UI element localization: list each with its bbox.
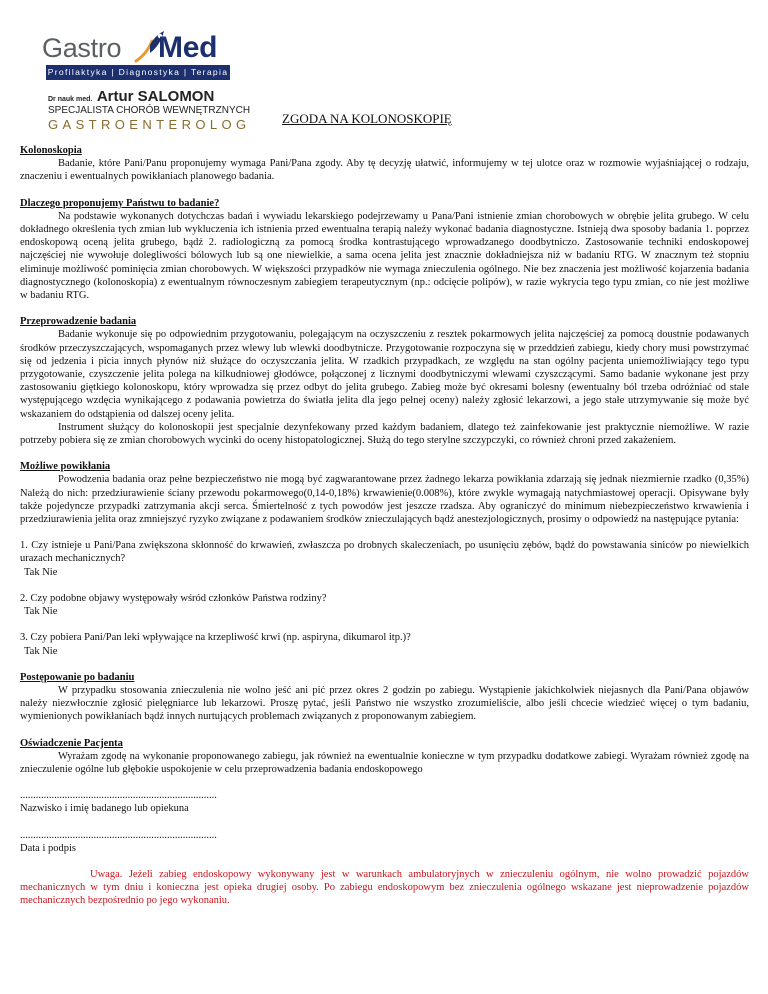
section-text-przeprowadzenie-2: Instrument służący do kolonoskopii jest specjalnie dezynfekowany przed każdym badaniem, dlatego też zainfekowanie jest praktycznie niemożliwe. W razie potrzeby pobiera się ze zmian chorobowych wycinki do oceny histopatologicznej. Służą do tego sterylne szczypczyki, co również chroni przed zakażeniem. <box>20 421 749 447</box>
section-text-powiklania: Powodzenia badania oraz pełne bezpieczeństwo nie mogą być zagwarantowane przez żadnego lekarza powikłania zdarzają się jednak niezmiernie rzadko (0,35%) Należą do nich: przedziurawienie ściany przewodu pokarmowego(0,14-0,18%) krwawienie(0.008%), które zwykle wymagają natychmiastowej operacji. Opisywane były także pojedyncze przypadki zatrzymania akcji serca. Śmiertelność z tych powodów jest jeszcze rzadsza. Aby ograniczyć do minimum niebezpieczeństwo krwawienia i przedziurawienia jelita oraz zmniejszyć ryzyko związane z podawaniem środków znieczulających bądź anestezjologicznych, prosimy o odpowiedź na następujące pytania: <box>20 474 749 526</box>
doctor-title: GASTROENTEROLOG <box>48 117 251 132</box>
gastromed-logo <box>42 27 242 87</box>
doctor-name: Artur SALOMON <box>96 88 215 105</box>
section-text-postepowanie: W przypadku stosowania znieczulenia nie wolno jeść ani pić przez okres 2 godzin po zabiegu. Wystąpienie jakichkolwiek niejasnych dla Pani/Pana objawów należy niezwłocznie zgłosić pielęgniarce lub lekarzowi. Proszę pytać, jeśli Państwo nie wszystko zrozumieliście, albo jeśli chcecie wiedzieć więcej o tym badaniu, wymienionych powikłaniach bądź innych nurtujących problemach związanych z proponowanym zabiegiem. <box>20 684 749 723</box>
section-heading-oswiadczenie: Oświadczenie Pacjenta <box>20 737 123 749</box>
warning-note: Uwaga. Jeżeli zabieg endoskopowy wykonywany jest w warunkach ambulatoryjnych w znieczuleniu ogólnym, nie wolno prowadzić pojazdów mechanicznych w tym dniu i konieczna jest opieka drugiej osoby. Po zabiegu endoskopowym bez znieczulenia ogólnego wskazane jest nieprowadzenie pojazdów mechanicznych bezpośrednio po jego wykonaniu. <box>20 868 749 907</box>
question-3: 3. Czy pobiera Pani/Pan leki wpływające na krzepliwość krwi (np. aspiryna, dikumarol itp.)? <box>20 632 411 644</box>
section-text-dlaczego: Na podstawie wykonanych dotychczas badań i wywiadu lekarskiego podejrzewamy u Pana/Pani istnienie zmian chorobowych w obrębie jelita grubego. W celu dokładnego określenia tych zmian lub wykluczenia ich istnienia przed ewentualna terapią należy wykonać badania diagnostyczne. Istnieją dwa sposoby badania 1. poprzez endoskopową oceną jelita grubego, bądź 2. radiologiczną za pomocą środka kontrastującego wprowadzanego doodbytniczo. Zastosowanie techniki endoskopowej najczęściej nie wywołuje dolegliwości bólowych lub są one niewielkie, a sama ocena jelita jest znacznie dokładniejsza niż w badaniu RTG. W znacznym też stopniu eliminuje możliwość pominięcia zmian chorobowych. W większości przypadków nie wymaga znieczulenia ogólnego. Nie bez znaczenia jest możliwość kojarzenia badania diagnostycznego (kolonoskopia) z ewentualnym równoczesnym zabiegiem terapeutycznym (np.: odcięcie polipów), w razie wykrycia tego typu zmian, co nie jest możliwe w badaniu RTG. <box>20 210 749 302</box>
signature-label-date: Data i podpis <box>20 842 76 854</box>
section-heading-kolonoskopia: Kolonoskopia <box>20 145 82 156</box>
document-body <box>20 144 749 908</box>
section-heading-dlaczego: Dlaczego proponujemy Państwu to badanie? <box>20 197 220 209</box>
question-1: 1. Czy istnieje u Pani/Pana zwiększona skłonność do krwawień, zwłaszcza po drobnych skaleczeniach, po usunięciu zębów, bądź do powstawania siniców po niewielkich urazach mechanicznych? <box>20 540 749 565</box>
question-2-answer[interactable]: Tak Nie <box>24 606 58 618</box>
question-3-answer[interactable]: Tak Nie <box>24 645 58 657</box>
doctor-prefix: Dr nauk med. <box>48 96 93 103</box>
doctor-name-line <box>48 88 214 106</box>
section-heading-powiklania: Możliwe powikłania <box>20 461 111 473</box>
logo-word-med: Med <box>158 31 218 64</box>
logo-word-gastro: Gastro <box>42 33 122 63</box>
section-heading-postepowanie: Postępowanie po badaniu <box>20 671 135 683</box>
question-2: 2. Czy podobne objawy występowały wśród członków Państwa rodziny? <box>20 592 327 604</box>
section-heading-przeprowadzenie: Przeprowadzenie badania <box>20 316 137 328</box>
doctor-specialty: SPECJALISTA CHORÓB WEWNĘTRZNYCH <box>48 105 251 116</box>
signature-line-name[interactable]: ........................................................................... <box>20 790 217 802</box>
signature-label-name: Nazwisko i imię badanego lub opiekuna <box>20 803 189 815</box>
document-title: ZGODA NA KOLONOSKOPIĘ <box>282 111 452 126</box>
logo-tagline: Profilaktyka | Diagnostyka | Terapia <box>46 65 230 80</box>
question-1-answer[interactable]: Tak Nie <box>24 566 58 578</box>
signature-line-date[interactable]: ........................................................................... <box>20 829 217 841</box>
section-text-oswiadczenie: Wyrażam zgodę na wykonanie proponowanego zabiegu, jak również na ewentualnie konieczne w tym przypadku dodatkowe zabiegi. Wyrażam również zgodę na znieczulenie ogólne lub głębokie uspokojenie w celu przeprowadzenia badania endoskopowego <box>20 750 749 775</box>
section-text-przeprowadzenie-1: Badanie wykonuje się po odpowiednim przygotowaniu, polegającym na oczyszczeniu z resztek pokarmowych jelita najczęściej za pomocą doustnie podawanych środków przeczyszczających, wspomaganych przez wlewy lub wlewki doodbytnicze. Przygotowanie rozpoczyna się w przeddzień zabiegu, kiedy chory musi powstrzymać się od jedzenia i picia innych płynów niż służące do oczyszczania jelita. W rzadkich przypadkach, ze względu na stan ogólny pacjenta uniemożliwiający tego typu przygotowanie, czyszczenie jelita polega na kilkudniowej głodówce, połączonej z licznymi doodbytniczymi wlewami czyszczącymi. Samo badanie wykonane jest przy zastosowaniu giętkiego kolonoskopu, który wprowadza się przez odbyt do jelita grubego. Zabieg może być okresami bolesny (ewentualny ból trzeba odróżniać od stale występującego wzdęcia wynikającego z podawania powietrza do światła jelita dla jego pełnej oceny) należy zgłosić lekarzowi, a jego stałe utrzymywanie się może być wskazaniem do odstąpienia od dalszej oceny jelita. <box>20 329 749 420</box>
section-text-kolonoskopia: Badanie, które Pani/Panu proponujemy wymaga Pani/Pana zgody. Aby tę decyzję ułatwić, informujemy w tej ulotce oraz w rozmowie wyjaśniającej o rodzaju, znaczeniu i ewentualnych powikłaniach planowego badania. <box>20 158 749 183</box>
